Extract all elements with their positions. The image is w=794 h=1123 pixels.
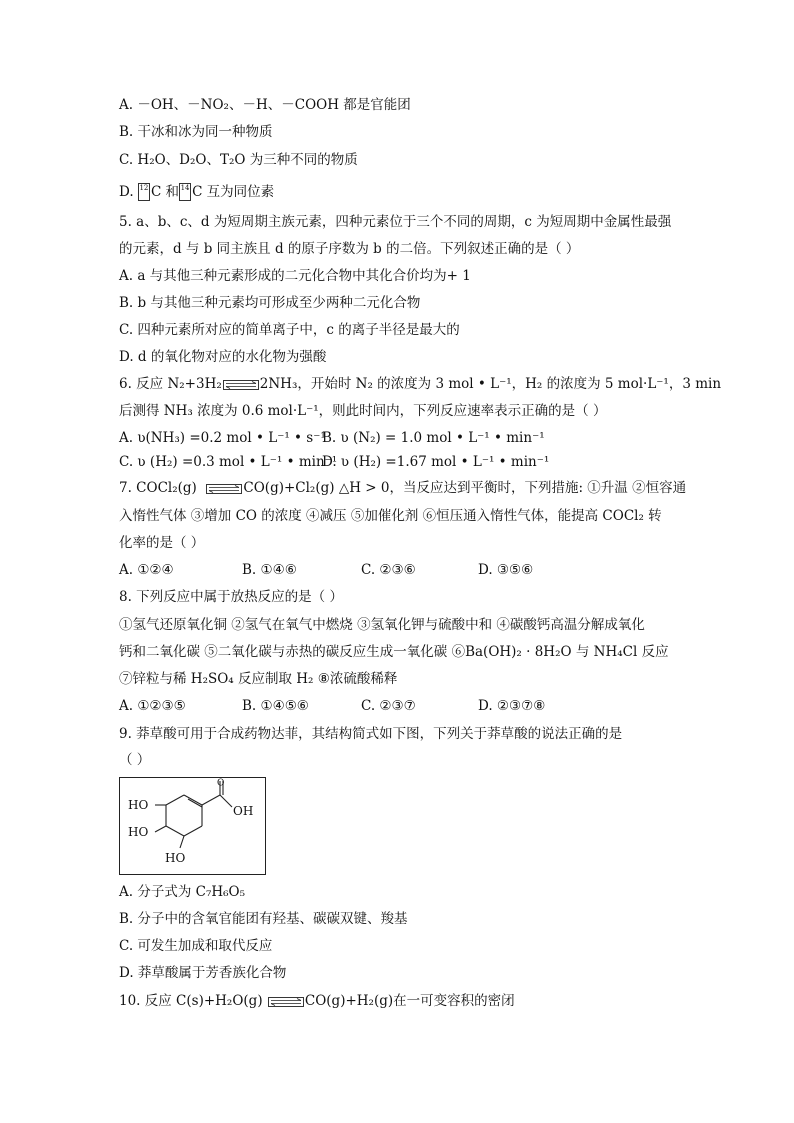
q9-option-b: B. 分子中的含氧官能团有羟基、碳碳双键、羧基 <box>119 911 408 927</box>
q6-option-a: A. ʋ(NH₃) =0.2 mol • L⁻¹ • s⁻¹ <box>119 430 326 446</box>
q4-option-d <box>119 183 274 201</box>
q4-option-c: C. H₂O、D₂O、T₂O 为三种不同的物质 <box>119 152 358 168</box>
q4-option-a: A. －OH、－NO₂、－H、－COOH 都是官能团 <box>119 97 411 113</box>
structure-drawing <box>120 778 265 874</box>
q8-list-line3: ⑦锌粒与稀 H₂SO₄ 反应制取 H₂ ⑧浓硫酸稀释 <box>119 671 398 687</box>
q6-stem-part1: 6. 反应 N₂+3H₂ <box>119 376 222 392</box>
isotope-box-14 <box>179 183 191 201</box>
q5-option-a: A. a 与其他三种元素形成的二元化合物中其化合价均为+ 1 <box>119 268 471 284</box>
q7-stem-part1: 7. COCl₂(g) <box>119 480 197 496</box>
q8-option-c: C. ②③⑦ <box>361 698 416 714</box>
q5-option-c: C. 四种元素所对应的简单离子中，c 的离子半径是最大的 <box>119 322 460 338</box>
struct-label-ho-2: HO <box>128 825 149 839</box>
q8-list-line1: ①氢气还原氧化铜 ②氢气在氧气中燃烧 ③氢氧化钾与硫酸中和 ④碳酸钙高温分解成氧化 <box>119 617 645 633</box>
q4-option-d-mid: C 和 <box>150 184 180 200</box>
q6-options-row1 <box>119 429 545 447</box>
q6-option-c: C. ʋ (H₂) =0.3 mol • L⁻¹ • min⁻¹ <box>119 454 338 470</box>
q9-option-d: D. 莽草酸属于芳香族化合物 <box>119 965 287 981</box>
reversible-arrow-icon <box>206 484 242 494</box>
q7-stem-part2: CO(g)+Cl₂(g) △H > 0，当反应达到平衡时，下列措施: ①升温 ②恒容通 <box>243 480 687 496</box>
q6-stem-part2: 2NH₃，开始时 N₂ 的浓度为 3 mol • L⁻¹，H₂ 的浓度为 5 mol·L⁻¹，3 min <box>259 376 722 392</box>
q7-stem-line2: 入惰性气体 ③增加 CO 的浓度 ④减压 ⑤加催化剂 ⑥恒压通入惰性气体，能提高 COCl₂ 转 <box>119 508 662 524</box>
q9-stem-line1: 9. 莽草酸可用于合成药物达菲，其结构简式如下图，下列关于莽草酸的说法正确的是 <box>119 726 623 742</box>
q10-stem-part1: 10. 反应 C(s)+H₂O(g) <box>119 993 263 1009</box>
q8-option-d: D. ②③⑦⑧ <box>478 698 546 714</box>
q9-option-c: C. 可发生加成和取代反应 <box>119 938 273 954</box>
q4-option-d-suffix: C 互为同位素 <box>192 184 275 200</box>
q6-stem-line1 <box>119 375 721 393</box>
q8-options <box>119 697 545 715</box>
q8-list-line2: 钙和二氧化碳 ⑤二氧化碳与赤热的碳反应生成一氧化碳 ⑥Ba(OH)₂ · 8H₂O 与 NH₄Cl 反应 <box>119 644 669 660</box>
q8-stem: 8. 下列反应中属于放热反应的是（ ） <box>119 589 343 605</box>
q7-stem-line1 <box>119 479 686 497</box>
struct-label-oh: OH <box>233 804 254 818</box>
shikimic-acid-structure <box>119 777 266 875</box>
q4-option-b: B. 干冰和冰为同一种物质 <box>119 124 273 140</box>
q5-stem-line2: 的元素，d 与 b 同主族且 d 的原子序数为 b 的二倍。下列叙述正确的是（ ） <box>119 241 580 257</box>
q9-option-a: A. 分子式为 C₇H₆O₅ <box>119 884 246 900</box>
q7-stem-line3: 化率的是（ ） <box>119 535 205 551</box>
q7-option-c: C. ②③⑥ <box>361 562 416 578</box>
isotope-mass-12: 12 <box>139 184 149 192</box>
q4-option-d-prefix: D. <box>119 184 134 200</box>
q5-option-d: D. d 的氧化物对应的水化物为强酸 <box>119 349 327 365</box>
q6-options-row2 <box>119 453 549 471</box>
q7-options <box>119 561 533 579</box>
isotope-box-12 <box>138 183 150 201</box>
q7-option-b: B. ①④⑥ <box>242 562 297 578</box>
reversible-arrow-icon <box>223 380 259 390</box>
q8-option-b: B. ①④⑤⑥ <box>242 698 309 714</box>
q9-stem-line2: （ ） <box>119 752 151 768</box>
q10-stem-part2: CO(g)+H₂(g)在一可变容积的密闭 <box>304 993 515 1009</box>
q5-option-b: B. b 与其他三种元素均可形成至少两种二元化合物 <box>119 295 421 311</box>
struct-label-o: O <box>217 778 225 789</box>
q6-stem-line2: 后测得 NH₃ 浓度为 0.6 mol·L⁻¹，则此时间内，下列反应速率表示正确的是（ ） <box>119 403 607 419</box>
struct-label-ho-1: HO <box>128 798 149 812</box>
q7-option-a: A. ①②④ <box>119 562 174 578</box>
isotope-mass-14: 14 <box>180 184 190 192</box>
reversible-arrow-icon <box>268 997 304 1007</box>
q10-stem <box>119 992 515 1010</box>
q7-option-d: D. ③⑤⑥ <box>478 562 534 578</box>
q6-option-b: B. ʋ (N₂) = 1.0 mol • L⁻¹ • min⁻¹ <box>322 430 545 446</box>
q6-option-d: D. ʋ (H₂) =1.67 mol • L⁻¹ • min⁻¹ <box>322 454 550 470</box>
struct-label-ho-3: HO <box>165 851 186 865</box>
q8-option-a: A. ①②③⑤ <box>119 698 186 714</box>
q5-stem-line1: 5. a、b、c、d 为短周期主族元素，四种元素位于三个不同的周期，c 为短周期中金属性最强 <box>119 214 672 230</box>
